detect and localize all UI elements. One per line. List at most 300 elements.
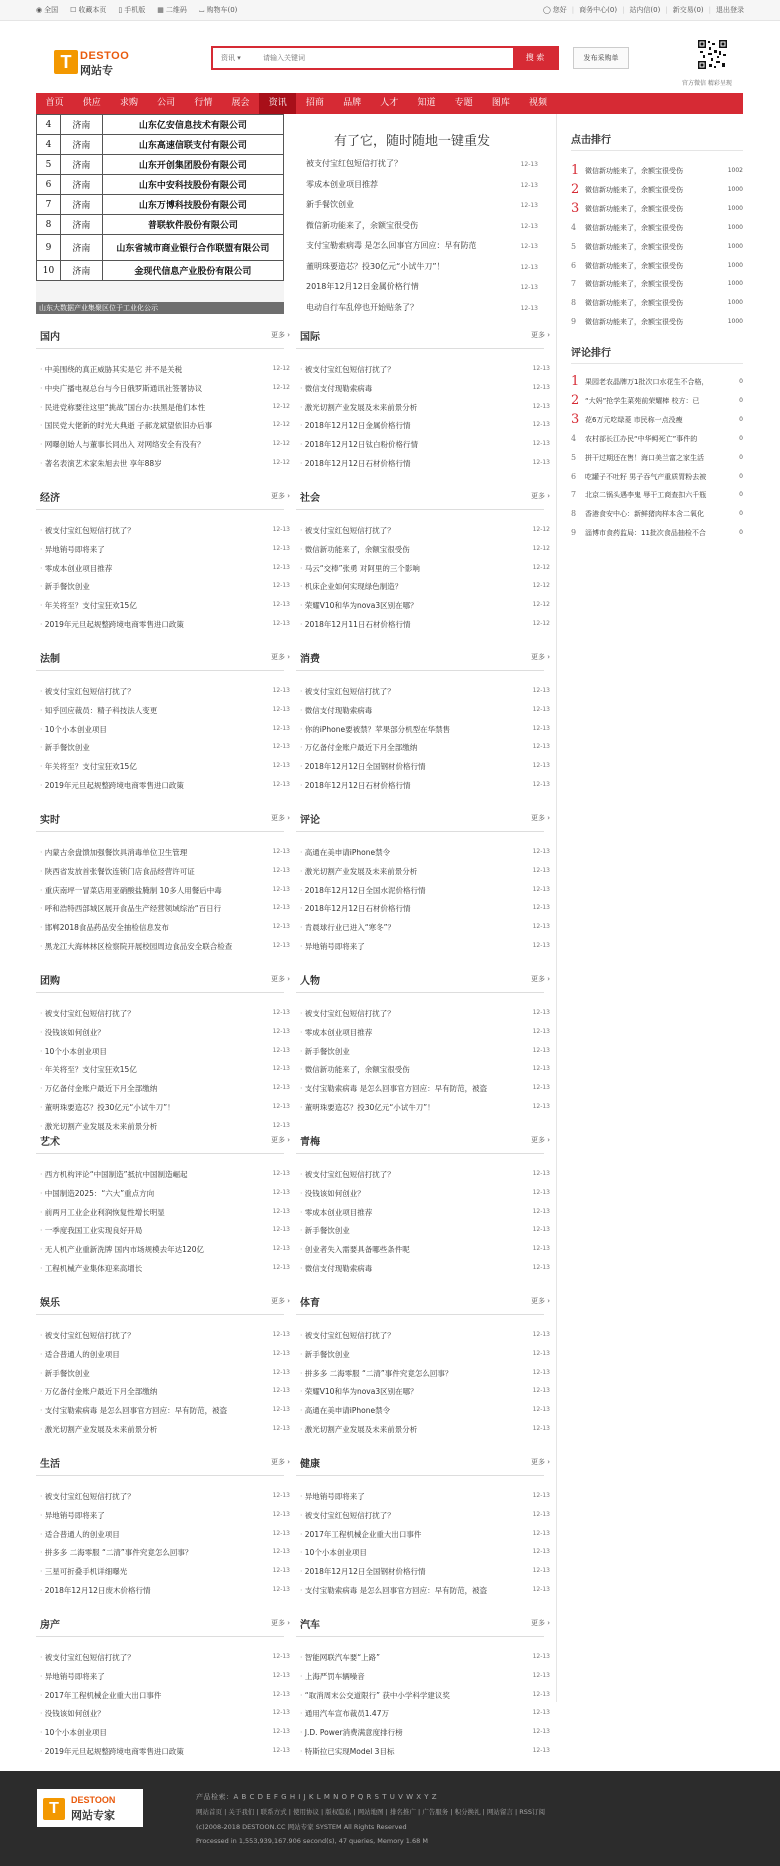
section-more-link[interactable] [271,1457,290,1467]
list-item-title[interactable] [40,1349,260,1361]
nav-item[interactable]: 专题 [454,98,473,108]
cart-link[interactable]: ⌴ 购物车(0) [198,5,238,14]
qrcode-link[interactable]: ▦ 二维码 [157,6,187,14]
list-item[interactable] [40,780,288,792]
list-item-title[interactable] [40,544,260,556]
list-item-title[interactable] [40,941,260,953]
section-title[interactable]: 娱乐 [40,1298,60,1309]
list-item[interactable] [300,1169,548,1181]
list-item-title[interactable] [300,402,520,414]
list-item[interactable] [300,885,548,897]
nav-item[interactable]: 首页 [45,98,64,108]
headline-item-title[interactable]: 2018年12月12日金属价格行情 [306,282,419,291]
list-item[interactable] [300,420,548,432]
list-item-title[interactable] [40,619,260,631]
list-item-title[interactable] [40,686,260,698]
list-item-title[interactable] [40,1585,260,1597]
business-center-link[interactable]: 商务中心(0) [579,6,618,14]
section-title[interactable]: 国内 [40,332,60,343]
list-item[interactable] [300,383,548,395]
list-item-title[interactable] [40,1652,260,1664]
rank-item[interactable] [571,165,743,183]
list-item[interactable] [300,1386,548,1398]
list-item[interactable] [40,761,288,773]
list-item[interactable] [40,1368,288,1380]
headline-item-title[interactable]: 新手餐饮创业 [306,200,354,209]
list-item[interactable] [300,1064,548,1076]
section-title[interactable]: 艺术 [40,1137,60,1148]
list-item[interactable] [40,1330,288,1342]
headline-title[interactable]: 有了它，随时随地一键重发 [334,134,491,149]
list-item[interactable] [300,1727,548,1739]
headline-item-title[interactable]: 被支付宝红包短信打扰了？ [306,159,402,168]
list-item-title[interactable] [300,1708,520,1720]
list-item[interactable] [40,1169,288,1181]
section-title[interactable]: 团购 [40,976,60,987]
section-more-link[interactable] [271,652,290,662]
list-item[interactable] [40,1102,288,1114]
list-item-title[interactable] [300,1491,520,1503]
headline-item-title[interactable]: 微信新功能来了，余额宝很受伤 [306,220,418,230]
list-item[interactable] [300,1566,548,1578]
rank-item-title[interactable]: 花6万元吃绿菱 市民称一点没瘦 [585,415,683,424]
list-item-title[interactable] [300,1547,520,1559]
list-item[interactable] [40,1746,288,1758]
bookmark-link[interactable]: ☐ 收藏本页 [70,6,107,14]
nav-item[interactable]: 人才 [380,98,399,108]
list-item-title[interactable] [40,922,260,934]
list-item-title[interactable] [300,1244,520,1256]
list-item[interactable] [40,1708,288,1720]
list-item[interactable] [40,941,288,953]
list-item[interactable] [40,1207,288,1219]
list-item-title[interactable] [40,1405,260,1417]
rank-item-title[interactable]: 微信新功能来了，余额宝很受伤 [585,167,683,175]
footer-letter-index[interactable]: 产品检索：A B C D E F G H I J K L M N O P Q R S T U V W X Y Z [196,1793,438,1801]
section-more-link[interactable] [271,813,290,823]
list-item[interactable] [300,1547,548,1559]
site-logo[interactable] [54,48,158,76]
list-item[interactable] [40,600,288,612]
section-title[interactable]: 汽车 [300,1620,320,1631]
list-item-title[interactable] [300,1207,520,1219]
list-item-title[interactable] [300,847,520,859]
list-item-title[interactable] [300,1064,520,1076]
section-title[interactable]: 体育 [300,1298,320,1309]
list-item-title[interactable] [40,1529,260,1541]
list-item-title[interactable] [40,525,260,537]
mobile-link[interactable]: ▯ 手机版 [118,6,146,14]
list-item[interactable] [40,439,288,451]
nav-item[interactable]: 品牌 [343,98,362,108]
rank-item-title[interactable]: 微信新功能来了，余额宝很受伤 [585,280,683,289]
list-item-title[interactable] [40,364,260,376]
list-item-title[interactable] [300,1083,520,1095]
list-item-title[interactable] [300,903,520,915]
list-item[interactable] [40,1225,288,1237]
section-title[interactable]: 经济 [40,493,60,504]
rank-item[interactable] [571,241,743,259]
list-item[interactable] [300,364,548,376]
section-title[interactable]: 人物 [300,976,320,987]
list-item-title[interactable] [40,439,260,451]
list-item-title[interactable] [40,420,260,432]
section-more-link[interactable] [531,491,550,501]
list-item-title[interactable] [300,525,520,537]
list-item-title[interactable] [300,941,520,953]
list-item[interactable] [40,563,288,575]
list-item-title[interactable] [40,1708,260,1720]
headline-item-title[interactable]: 支付宝勒索病毒 是怎么回事官方回应：早有防范 [306,241,477,250]
list-item[interactable] [40,1064,288,1076]
list-item[interactable] [40,1027,288,1039]
list-item-title[interactable] [40,1671,260,1683]
list-item-title[interactable] [300,1510,520,1522]
section-more-link[interactable] [531,1618,550,1628]
headline-item-title[interactable]: 董明珠要造芯？投30亿元“小试牛刀”！ [306,261,445,271]
rank-item-title[interactable]: 微信新功能来了，余额宝很受伤 [585,185,683,194]
list-item-title[interactable] [40,383,260,395]
list-item-title[interactable] [300,866,520,878]
rank-item-title[interactable]: 果园老农晶牌万1批次口水花生不合格， [585,378,709,386]
rank-item-title[interactable]: 淄博市食药监局：11批次食品抽检不合 [585,529,706,538]
list-item-title[interactable] [300,1566,520,1578]
list-item[interactable] [40,458,288,470]
list-item-title[interactable] [300,600,520,612]
list-item[interactable] [300,1746,548,1758]
list-item[interactable] [300,1349,548,1361]
list-item-title[interactable] [40,1491,260,1503]
list-item[interactable] [40,1188,288,1200]
list-item[interactable] [300,1708,548,1720]
list-item[interactable] [300,1263,548,1275]
list-item-title[interactable] [40,458,260,470]
section-more-link[interactable] [271,330,290,340]
section-more-link[interactable] [271,974,290,984]
rank-item[interactable] [571,471,743,489]
list-item-title[interactable] [40,1566,260,1578]
list-item[interactable] [40,1529,288,1541]
rank-item-title[interactable]: 微信新功能来了，余额宝很受伤 [585,223,683,232]
list-item[interactable] [300,1510,548,1522]
list-item-title[interactable] [40,1510,260,1522]
rank-item[interactable] [571,181,743,202]
nav-item[interactable]: 知道 [417,98,436,108]
list-item[interactable] [40,525,288,537]
list-item[interactable] [40,1083,288,1095]
section-more-link[interactable] [531,652,550,662]
list-item[interactable] [300,600,548,612]
list-item-title[interactable] [300,383,520,395]
section-more-link[interactable] [531,1135,550,1145]
list-item[interactable] [40,742,288,754]
list-item[interactable] [300,866,548,878]
rank-item-title[interactable]: 微信新功能来了，余额宝很受伤 [585,242,683,251]
list-item-title[interactable] [40,1027,260,1039]
list-item-title[interactable] [40,1746,260,1758]
list-item-title[interactable] [40,1207,260,1219]
headline-item[interactable] [306,302,538,322]
list-item[interactable] [300,1529,548,1541]
list-item[interactable] [300,1008,548,1020]
list-item[interactable] [40,1046,288,1058]
rank-item[interactable] [571,433,743,451]
list-item[interactable] [300,619,548,631]
list-item[interactable] [40,364,288,376]
list-item[interactable] [40,1491,288,1503]
list-item[interactable] [300,439,548,451]
list-item[interactable] [300,1225,548,1237]
trade-link[interactable]: 新交易(0) [672,6,704,14]
list-item[interactable] [40,724,288,736]
list-item-title[interactable] [40,1169,260,1181]
list-item-title[interactable] [300,1405,520,1417]
list-item-title[interactable] [40,847,260,859]
list-item[interactable] [300,1188,548,1200]
rank-item-title[interactable]: 微信新功能来了，余额宝很受伤 [585,204,683,213]
list-item-title[interactable] [300,1102,520,1114]
list-item-title[interactable] [300,1529,520,1541]
list-item[interactable] [40,420,288,432]
list-item[interactable] [300,847,548,859]
section-more-link[interactable] [531,1296,550,1306]
rank-item-title[interactable]: 农村部长江办民“中华鲟死亡”事件的 [585,434,698,443]
list-item-title[interactable] [300,1046,520,1058]
list-item[interactable] [300,1585,548,1597]
list-item-title[interactable] [40,1064,260,1076]
list-item-title[interactable] [300,1424,520,1436]
list-item-title[interactable] [300,885,520,897]
section-more-link[interactable] [531,1457,550,1467]
messages-link[interactable]: 站内信(0) [629,6,661,14]
rank-item[interactable] [571,411,743,432]
section-title[interactable]: 社会 [300,493,320,504]
rank-item-title[interactable]: 拼干过期还在售！海口美兰富之家生活 [585,453,704,462]
list-item[interactable] [300,1046,548,1058]
list-item[interactable] [300,705,548,717]
list-item-title[interactable] [300,1169,520,1181]
list-item[interactable] [300,1424,548,1436]
list-item-title[interactable] [300,742,520,754]
list-item[interactable] [300,941,548,953]
list-item-title[interactable] [300,1349,520,1361]
rank-item[interactable] [571,278,743,296]
list-item-title[interactable] [300,458,520,470]
list-item[interactable] [40,866,288,878]
rank-item[interactable] [571,316,743,334]
list-item-title[interactable] [40,563,260,575]
list-item-title[interactable] [40,1368,260,1380]
list-item-title[interactable] [40,1263,260,1275]
list-item[interactable] [40,1405,288,1417]
list-item-title[interactable] [40,742,260,754]
list-item-title[interactable] [300,761,520,773]
list-item-title[interactable] [40,1727,260,1739]
list-item[interactable] [40,1244,288,1256]
list-item-title[interactable] [300,1652,520,1664]
headline-item[interactable] [306,179,538,199]
list-item[interactable] [300,1690,548,1702]
list-item[interactable] [40,1690,288,1702]
headline-item[interactable] [306,220,538,240]
list-item[interactable] [300,402,548,414]
list-item-title[interactable] [300,420,520,432]
list-item[interactable] [40,544,288,556]
list-item[interactable] [40,705,288,717]
headline-banner[interactable] [36,114,284,314]
list-item[interactable] [300,1207,548,1219]
list-item[interactable] [40,1727,288,1739]
rank-item-title[interactable]: 微信新功能来了，余额宝很受伤 [585,299,683,308]
user-greeting[interactable]: ◯ 您好 [542,6,567,14]
location-link[interactable]: ◉ 全国 [36,6,59,14]
list-item[interactable] [40,1008,288,1020]
list-item-title[interactable] [300,724,520,736]
list-item[interactable] [40,619,288,631]
list-item[interactable] [40,1510,288,1522]
list-item-title[interactable] [40,1121,260,1133]
list-item[interactable] [40,1386,288,1398]
list-item-title[interactable] [300,922,520,934]
list-item-title[interactable] [40,1188,260,1200]
list-item[interactable] [300,686,548,698]
list-item[interactable] [40,922,288,934]
list-item-title[interactable] [300,364,520,376]
section-more-link[interactable] [531,974,550,984]
list-item[interactable] [40,1263,288,1275]
rank-item-title[interactable]: “大妈”抢学生菜苑前荣耀棒 校方：已 [585,396,700,405]
list-item[interactable] [300,761,548,773]
rank-item[interactable] [571,392,743,413]
section-title[interactable]: 国际 [300,332,320,343]
list-item[interactable] [300,1083,548,1095]
list-item[interactable] [40,847,288,859]
rank-item[interactable] [571,222,743,240]
section-more-link[interactable] [271,491,290,501]
section-more-link[interactable] [271,1135,290,1145]
list-item[interactable] [300,1491,548,1503]
search-category-select[interactable]: 资讯 ▾ [221,54,241,62]
list-item[interactable] [40,1652,288,1664]
rank-item-title[interactable]: 吃罐子不吐籽 男子吞气产重质胃粉去被 [585,472,707,481]
list-item-title[interactable] [40,1424,260,1436]
list-item[interactable] [40,1566,288,1578]
list-item-title[interactable] [300,1690,520,1702]
list-item-title[interactable] [40,402,260,414]
section-more-link[interactable] [271,1618,290,1628]
list-item-title[interactable] [40,866,260,878]
rank-item[interactable] [571,527,743,545]
list-item-title[interactable] [300,705,520,717]
list-item-title[interactable] [40,780,260,792]
list-item-title[interactable] [300,619,520,631]
rank-item-title[interactable]: 微信新功能来了，余额宝很受伤 [585,261,683,270]
rank-item[interactable] [571,508,743,526]
list-item-title[interactable] [300,1368,520,1380]
list-item[interactable] [300,1671,548,1683]
list-item-title[interactable] [300,581,520,593]
list-item-title[interactable] [40,1244,260,1256]
headline-item[interactable] [306,158,538,178]
nav-item[interactable]: 招商 [305,98,324,108]
publish-button[interactable]: 发布采购单 [573,47,629,69]
section-title[interactable]: 法制 [40,654,60,665]
list-item[interactable] [300,1102,548,1114]
list-item[interactable] [40,1585,288,1597]
list-item[interactable] [40,1547,288,1559]
list-item[interactable] [300,544,548,556]
headline-item[interactable] [306,281,538,301]
section-title[interactable]: 评论 [300,815,320,826]
list-item[interactable] [300,903,548,915]
section-more-link[interactable] [531,330,550,340]
headline-item[interactable] [306,240,538,260]
list-item-title[interactable] [300,1008,520,1020]
list-item[interactable] [300,1405,548,1417]
section-title[interactable]: 生活 [40,1459,60,1470]
list-item-title[interactable] [300,544,520,556]
nav-item[interactable]: 公司 [157,98,176,108]
list-item[interactable] [300,1652,548,1664]
list-item-title[interactable] [40,1225,260,1237]
nav-item[interactable]: 供应 [82,98,101,108]
footer-links[interactable]: 网站首页 | 关于我们 | 联系方式 | 使用协议 | 版权隐私 | 网站地图 | 排名推广 | 广告服务 | 积分换礼 | 网站留言 | RSS订阅 [196,1808,545,1816]
list-item[interactable] [40,1121,288,1133]
list-item-title[interactable] [40,1083,260,1095]
logout-link[interactable]: 退出登录 [716,6,744,14]
headline-item[interactable] [306,199,538,219]
list-item-title[interactable] [300,1585,520,1597]
list-item-title[interactable] [40,724,260,736]
rank-item-title[interactable]: 北京二锅头遇李鬼 辱干工商查扣六千瓶 [585,491,707,500]
list-item-title[interactable] [300,780,520,792]
rank-item[interactable] [571,297,743,315]
list-item-title[interactable] [300,1188,520,1200]
list-item-title[interactable] [40,1046,260,1058]
list-item-title[interactable] [40,1330,260,1342]
list-item[interactable] [40,1424,288,1436]
rank-item[interactable] [571,489,743,507]
list-item-title[interactable] [40,761,260,773]
section-title[interactable]: 实时 [40,815,60,826]
list-item[interactable] [300,1027,548,1039]
list-item[interactable] [40,885,288,897]
list-item[interactable] [300,780,548,792]
section-title[interactable]: 消费 [300,654,320,665]
rank-item-title[interactable]: 香港食安中心：新鲜猪肉样本含二氧化 [585,510,704,519]
section-title[interactable]: 青梅 [300,1137,320,1148]
search-button[interactable]: 搜 索 [513,48,557,68]
list-item[interactable] [300,1244,548,1256]
list-item-title[interactable] [40,903,260,915]
list-item-title[interactable] [300,1330,520,1342]
list-item-title[interactable] [40,581,260,593]
list-item[interactable] [300,922,548,934]
list-item[interactable] [40,383,288,395]
rank-item[interactable] [571,200,743,221]
list-item-title[interactable] [300,1727,520,1739]
rank-item[interactable] [571,452,743,470]
list-item-title[interactable] [40,1102,260,1114]
section-more-link[interactable] [271,1296,290,1306]
list-item[interactable] [300,525,548,537]
list-item[interactable] [40,1349,288,1361]
section-title[interactable]: 房产 [40,1620,60,1631]
list-item-title[interactable] [40,885,260,897]
headline-item-title[interactable]: 电动自行车乱停也开始贴条了？ [306,302,418,312]
section-more-link[interactable] [531,813,550,823]
rank-item-title[interactable]: 微信新功能来了，余额宝很受伤 [585,318,683,327]
